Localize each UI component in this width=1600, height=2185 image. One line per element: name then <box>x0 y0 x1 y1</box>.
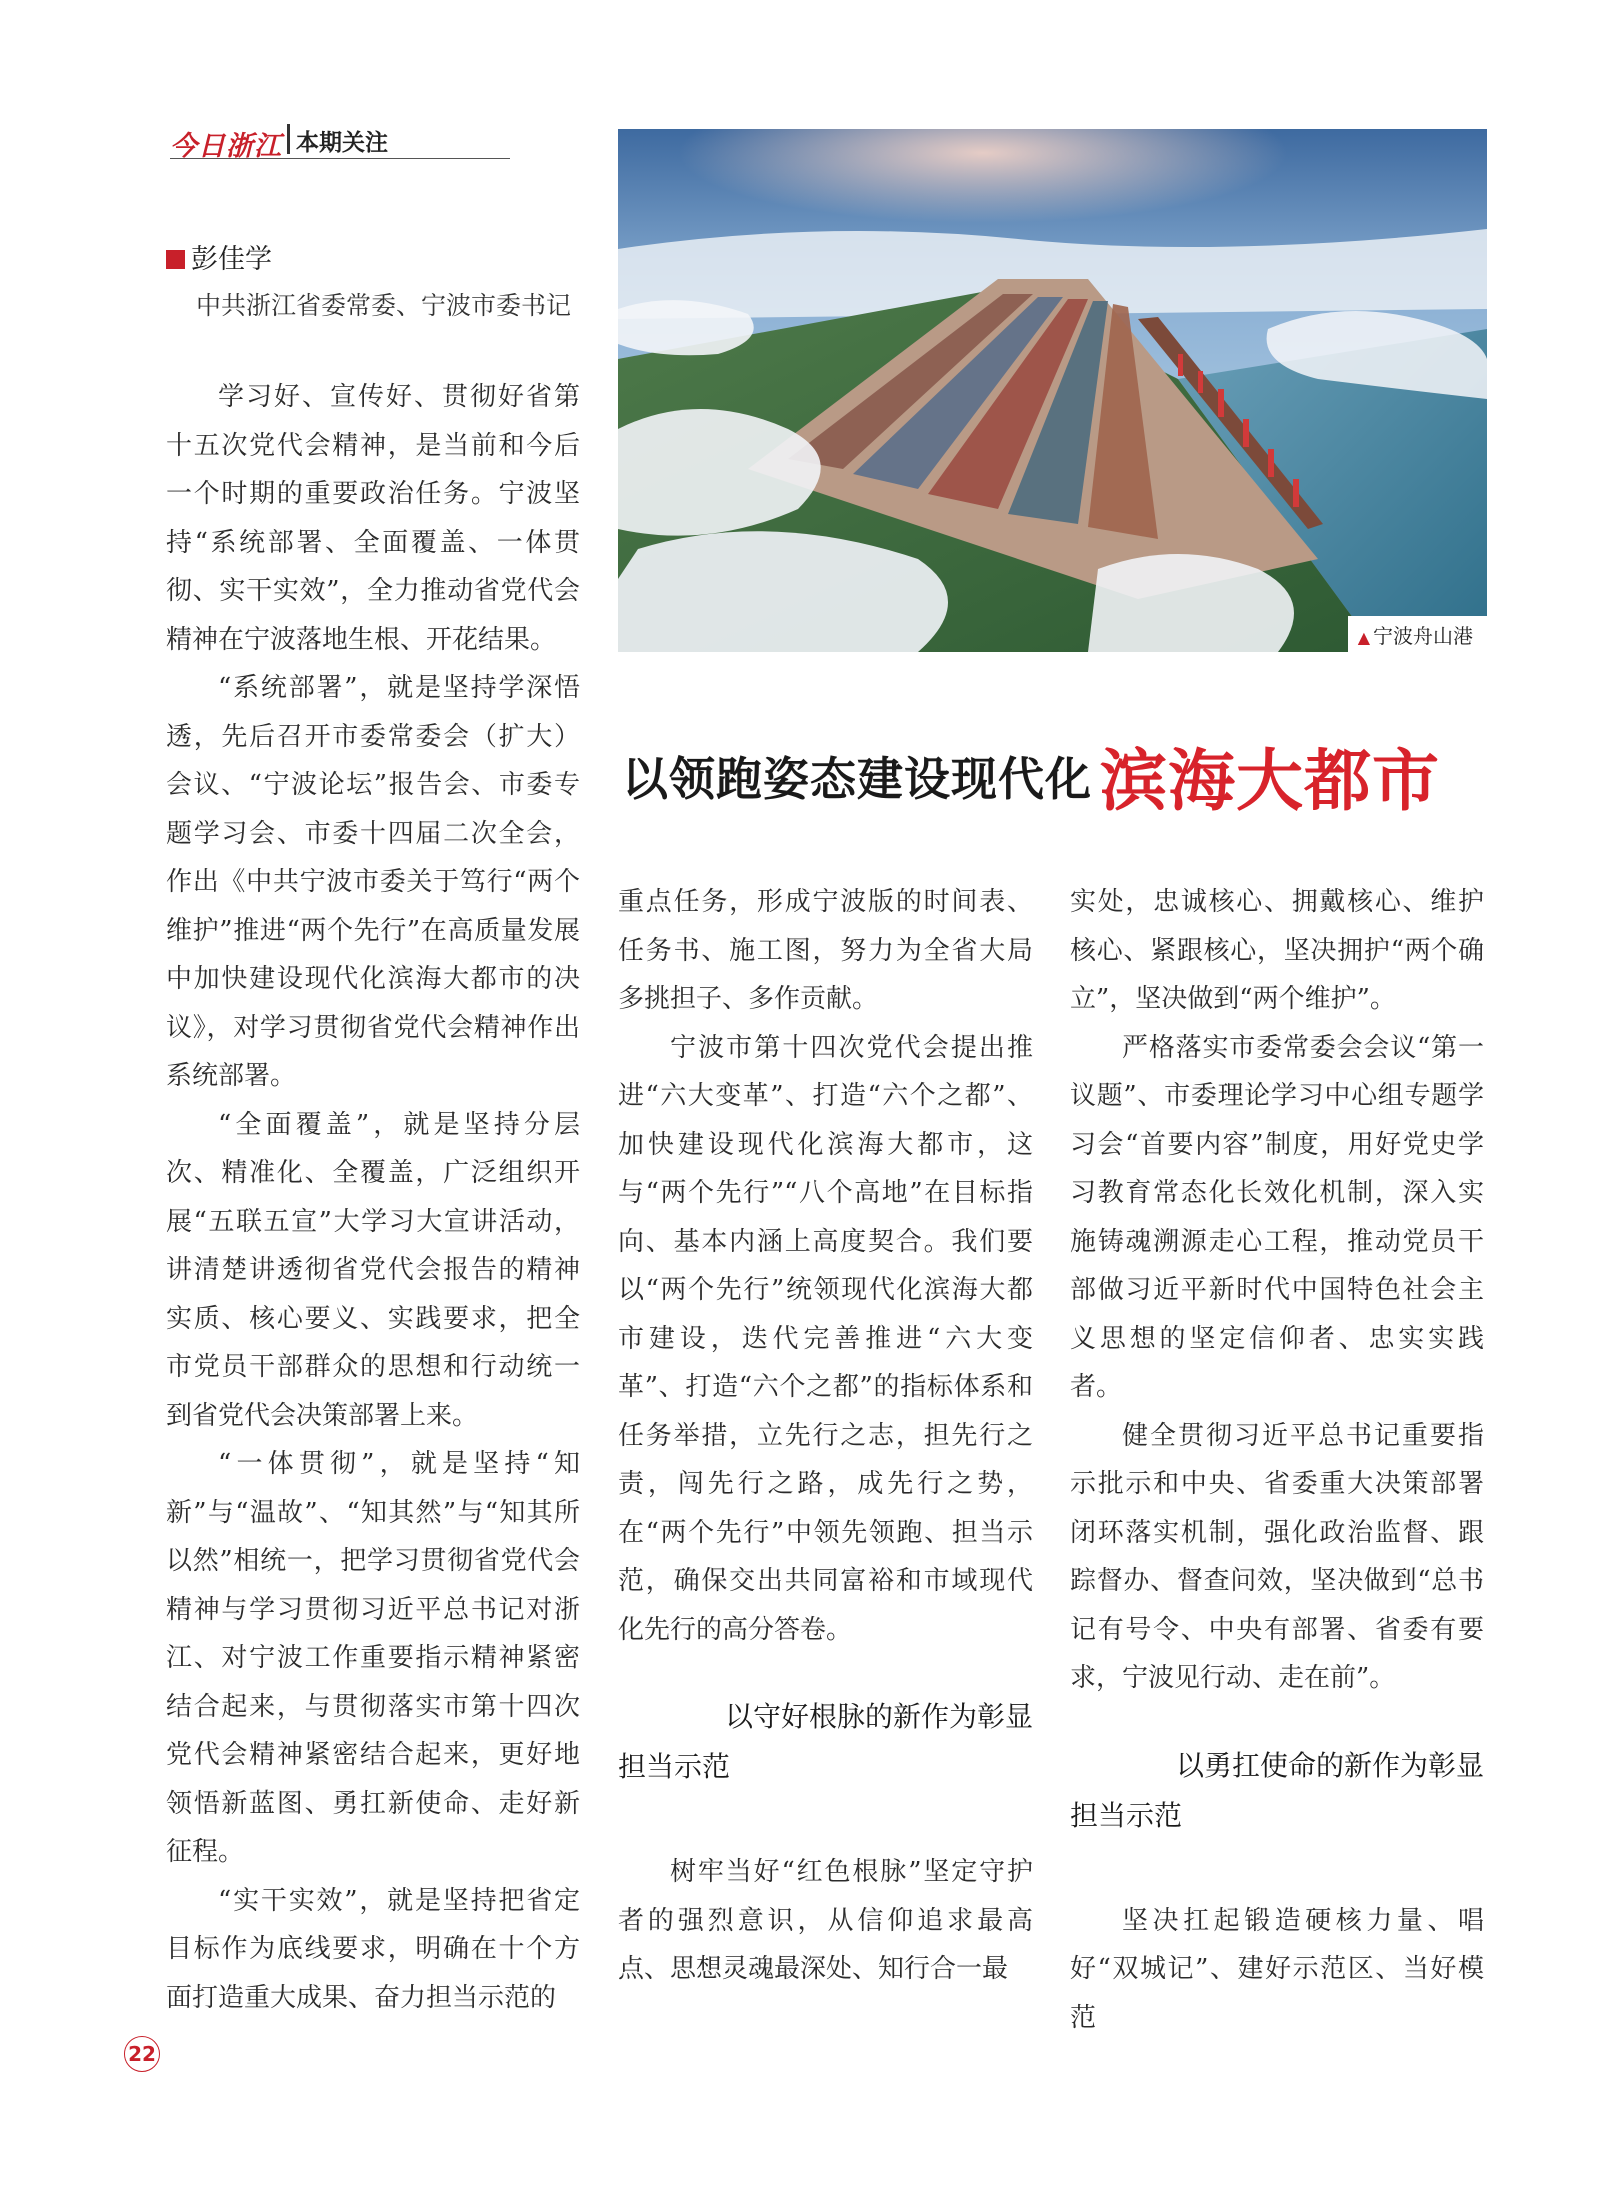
headline-part1: 以领跑姿态建设现代化 <box>622 752 1092 806</box>
photo-caption <box>1348 616 1487 652</box>
masthead-divider <box>287 124 290 154</box>
paragraph: 坚决扛起锻造硬核力量、唱好“双城记”、建好示范区、当好模范 <box>1070 1905 1484 2033</box>
author-name: 彭佳学 <box>191 244 272 275</box>
paragraph: “实干实效”，就是坚持把省定目标作为底线要求，明确在十个方面打造重大成果、奋力担当示范的 <box>166 1885 580 2013</box>
subheading-line1: 以守好根脉的新作为彰显 <box>724 1700 1033 1733</box>
subheading-line2: 担当示范 <box>1070 1798 1183 1832</box>
caption-text: 宁波舟山港 <box>1373 624 1473 648</box>
paragraph: 宁波市第十四次党代会提出推进“六大变革”、打造“六个之都”、加快建设现代化滨海大都市，这与“两个先行”“八个高地”在目标指向、基本内涵上高度契合。我们要以“两个先行”统领现代化滨海大都市建设，迭代完善推进“六大变革”、打造“六个之都”的指标体系和任务举措，立先行之志，担先行之责，闯先行之路，成先行之势，在“两个先行”中领先领跑、担当示范，确保交出共同富裕和市域现代化先行的高分答卷。 <box>618 1032 1033 1645</box>
paragraph: 严格落实市委常委会会议“第一议题”、市委理论学习中心组专题学习会“首要内容”制度，用好党史学习教育常态化长效化机制，深入实施铸魂溯源走心工程，推动党员干部做习近平新时代中国特色社会主义思想的坚定信仰者、忠实实践者。 <box>1070 1032 1484 1402</box>
article-headline <box>622 728 1492 818</box>
paragraph: “全面覆盖”，就是坚持分层次、精准化、全覆盖，广泛组织开展“五联五宣”大学习大宣讲活动，讲清楚讲透彻省党代会报告的精神实质、核心要义、实践要求，把全市党员干部群众的思想和行动统一到省党代会决策部署上来。 <box>166 1109 580 1431</box>
red-square-marker <box>166 250 185 269</box>
magazine-logo: 今日浙江 <box>170 131 282 162</box>
paragraph: 重点任务，形成宁波版的时间表、任务书、施工图，努力为全省大局多挑担子、多作贡献。 <box>618 887 1033 1014</box>
section-title: 本期关注 <box>296 130 388 156</box>
page-number: 22 <box>124 2036 160 2072</box>
author-line <box>166 237 272 276</box>
paragraph: “一体贯彻”，就是坚持“知新”与“温故”、“知其然”与“知其所以然”相统一，把学习贯彻省党代会精神与学习贯彻习近平总书记对浙江、对宁波工作重要指示精神紧密结合起来，与贯彻落实市第十四次党代会精神紧密结合起来，更好地领悟新蓝图、勇扛新使命、走好新征程。 <box>166 1449 580 1867</box>
column-2 <box>618 878 1033 1994</box>
paragraph: 健全贯彻习近平总书记重要指示批示和中央、省委重大决策部署闭环落实机制，强化政治监督、跟踪督办、督查问效，坚决做到“总书记有号令、中央有部署、省委有要求，宁波见行动、走在前”。 <box>1070 1420 1484 1693</box>
column-1 <box>166 373 580 2022</box>
author-position: 中共浙江省委常委、宁波市委书记 <box>196 291 572 320</box>
column-3 <box>1070 878 1484 2042</box>
subheading-line1: 以勇扛使命的新作为彰显 <box>1175 1748 1484 1782</box>
subheading <box>1070 1741 1484 1841</box>
port-aerial-photo <box>618 129 1487 652</box>
subheading <box>618 1692 1033 1792</box>
paragraph: 学习好、宣传好、贯彻好省第十五次党代会精神，是当前和今后一个时期的重要政治任务。宁波坚持“系统部署、全面覆盖、一体贯彻、实干实效”，全力推动省党代会精神在宁波落地生根、开花结果。 <box>166 382 580 655</box>
paragraph: “系统部署”，就是坚持学深悟透，先后召开市委常委会（扩大）会议、“宁波论坛”报告会、市委专题学习会、市委十四届二次全会，作出《中共宁波市委关于笃行“两个维护”推进“两个先行”在高质量发展中加快建设现代化滨海大都市的决议》，对学习贯彻省党代会精神作出系统部署。 <box>166 673 580 1091</box>
subheading-line2: 担当示范 <box>618 1750 731 1783</box>
paragraph: 实处，忠诚核心、拥戴核心、维护核心、紧跟核心，坚决拥护“两个确立”，坚决做到“两个维护”。 <box>1070 887 1484 1014</box>
port-photo-illustration <box>618 129 1487 652</box>
paragraph: 树牢当好“红色根脉”坚定守护者的强烈意识，从信仰追求最高点、思想灵魂最深处、知行合一最 <box>618 1857 1033 1984</box>
caption-triangle-icon: ▲ <box>1357 628 1370 647</box>
headline-part2: 滨海大都市 <box>1100 742 1440 820</box>
masthead <box>170 118 510 162</box>
